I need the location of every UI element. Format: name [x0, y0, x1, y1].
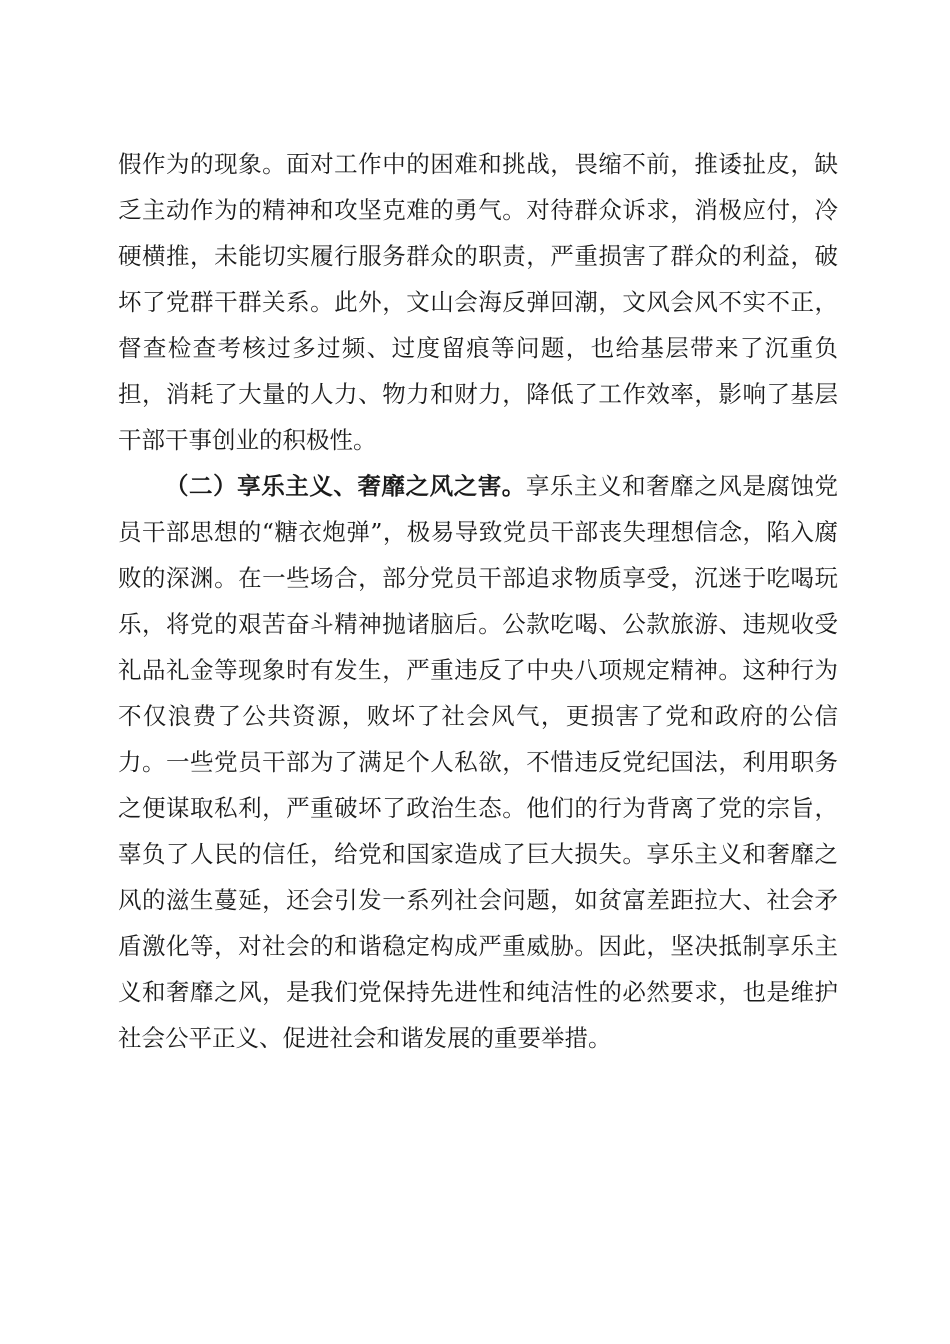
body-text [118, 141, 838, 1061]
paragraph-section-two [118, 463, 838, 1061]
paragraph-text: 享乐主义和奢靡之风是腐蚀党员干部思想的“糖衣炮弹”，极易导致党员干部丧失理想信念，陷入腐败的深渊。在一些场合，部分党员干部追求物质享受，沉迷于吃喝玩乐，将党的艰苦奋斗精神抛诸脑后。公款吃喝、公款旅游、违规收受礼品礼金等现象时有发生，严重违反了中央八项规定精神。这种行为不仅浪费了公共资源，败坏了社会风气，更损害了党和政府的公信力。一些党员干部为了满足个人私欲，不惜违反党纪国法，利用职务之便谋取私利，严重破坏了政治生态。他们的行为背离了党的宗旨，辜负了人民的信任，给党和国家造成了巨大损失。享乐主义和奢靡之风的滋生蔓延，还会引发一系列社会问题，如贫富差距拉大、社会矛盾激化等，对社会的和谐稳定构成严重威胁。因此，坚决抵制享乐主义和奢靡之风，是我们党保持先进性和纯洁性的必然要求，也是维护社会公平正义、促进社会和谐发展的重要举措。 [118, 472, 839, 1052]
paragraph-continued [118, 141, 838, 463]
section-heading: （二）享乐主义、奢靡之风之害。 [165, 472, 526, 500]
paragraph-text: 假作为的现象。面对工作中的困难和挑战，畏缩不前，推诿扯皮，缺乏主动作为的精神和攻坚克难的勇气。对待群众诉求，消极应付，冷硬横推，未能切实履行服务群众的职责，严重损害了群众的利益，破坏了党群干群关系。此外，文山会海反弹回潮，文风会风不实不正，督查检查考核过多过频、过度留痕等问题，也给基层带来了沉重负担，消耗了大量的人力、物力和财力，降低了工作效率，影响了基层干部干事创业的积极性。 [118, 150, 838, 454]
